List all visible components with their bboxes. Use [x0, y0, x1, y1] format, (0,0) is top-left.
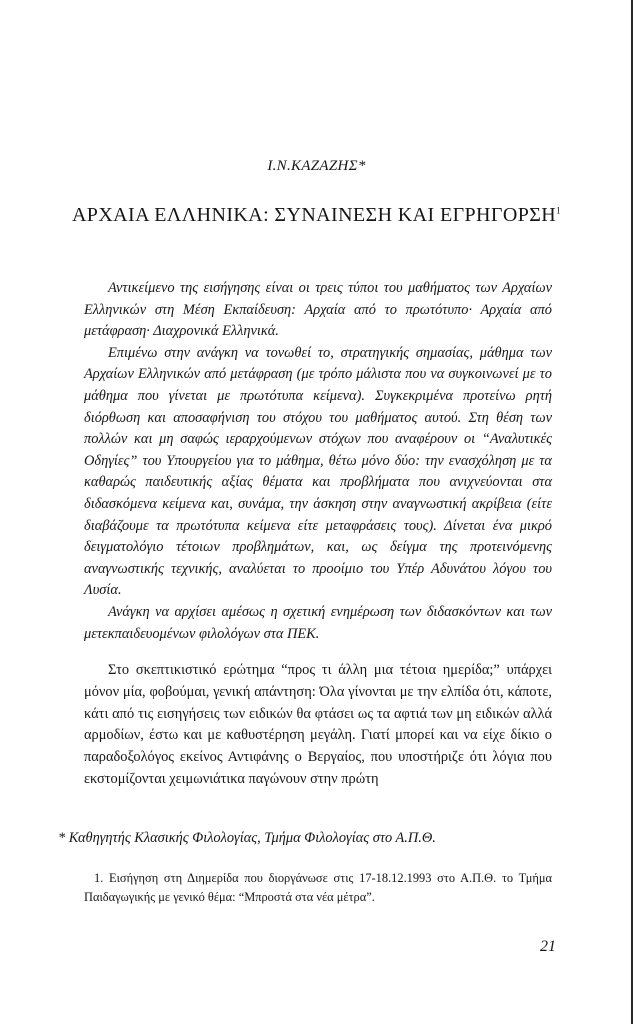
- abstract-paragraph-3: Ανάγκη να αρχίσει αμέσως η σχετική ενημέρωση των διδασκόντων και των μετεκπαιδευομένων φιλολόγων στα ΠΕΚ.: [84, 603, 552, 642]
- body-paragraph-1: Στο σκεπτικιστικό ερώτημα “προς τι άλλη μια τέτοια ημερίδα;” υπάρχει μόνον μία, φοβούμαι, γενική απάντηση: Όλα γίνονται με την ελπίδα ότι, κάποτε, κάτι από τις εισηγήσεις των ειδικών θα φτάσει ως τα αφτιά των μη ειδικών αλλά αρμοδίων, έστω και με καθυστέρηση μεγάλη. Γιατί μπορεί και να είχε δίκιο ο παραδοξολόγος εκείνος Αντιφάνης ο Βεργαίος, που υποστήριζε ότι λόγια που εκστομίζονται χειμωνιάτικα παγώνουν στην πρώτη: [84, 662, 552, 787]
- article-title-text: ΑΡΧΑΙΑ ΕΛΛΗΝΙΚΑ: ΣΥΝΑΙΝΕΣΗ ΚΑΙ ΕΓΡΗΓΟΡΣΗ: [71, 204, 557, 226]
- title-footnote-marker: 1: [556, 205, 562, 216]
- abstract-paragraph-2: Επιμένω στην ανάγκη να τονωθεί το, στρατηγικής σημασίας, μάθημα των Αρχαίων Ελληνικών από μετάφραση (με τρόπο μάλιστα που να συγκοινωνεί με το μάθημα που γίνεται με πρωτότυπα κείμενα). Συγκεκριμένα προτείνω ρητή διόρθωση και αποσαφήνιση του στόχου του μαθήματος αυτού. Στη θέση των πολλών και μη σαφώς ιεραρχούμενων στόχων που αναφέρουν οι “Αναλυτικές Οδηγίες” του Υπουργείου για το μάθημα, θέτω μόνο δύο: την ενασχόληση με τα καθαρώς παιδευτικής αξίας θέματα και προβλήματα που ανιχνεύονται στα διδασκόμενα κείμενα και, συνάμα, την άσκηση στην αναγνωστική ακρίβεια (είτε διαβάζουμε τα πρωτότυπα κείμενα είτε μεταφράσεις τους). Δίνεται ένα μικρό δειγματολόγιο τέτοιων προβλημάτων, και, ως δείγμα της προτεινόμενης αναγνωστικής τεχνικής, αναλύεται το προοίμιο του Υπέρ Αδυνάτου λόγου του Λυσία.: [84, 344, 552, 599]
- footnote: [84, 869, 552, 907]
- abstract-paragraph-1: Αντικείμενο της εισήγησης είναι οι τρεις τύποι του μαθήματος των Αρχαίων Ελληνικών στη Μέση Εκπαίδευση: Αρχαία από το πρωτότυπο· Αρχαία από μετάφραση· Διαχρονικά Ελληνικά.: [84, 280, 552, 340]
- footnote-1: 1. Εισήγηση στη Διημερίδα που διοργάνωσε στις 17-18.12.1993 στο Α.Π.Θ. το Τμήμα Παιδαγωγικής με γενικό θέμα: “Μπροστά στα νέα μέτρα”.: [84, 871, 552, 904]
- abstract: [84, 278, 552, 645]
- author-affiliation: * Καθηγητής Κλασικής Φιλολογίας, Τμήμα Φιλολογίας στο Α.Π.Θ.: [58, 830, 436, 846]
- article-title: [0, 204, 633, 227]
- page-number: 21: [540, 938, 556, 955]
- body-text: [84, 660, 552, 791]
- author-name: Ι.Ν.ΚΑΖΑΖΗΣ*: [267, 158, 366, 174]
